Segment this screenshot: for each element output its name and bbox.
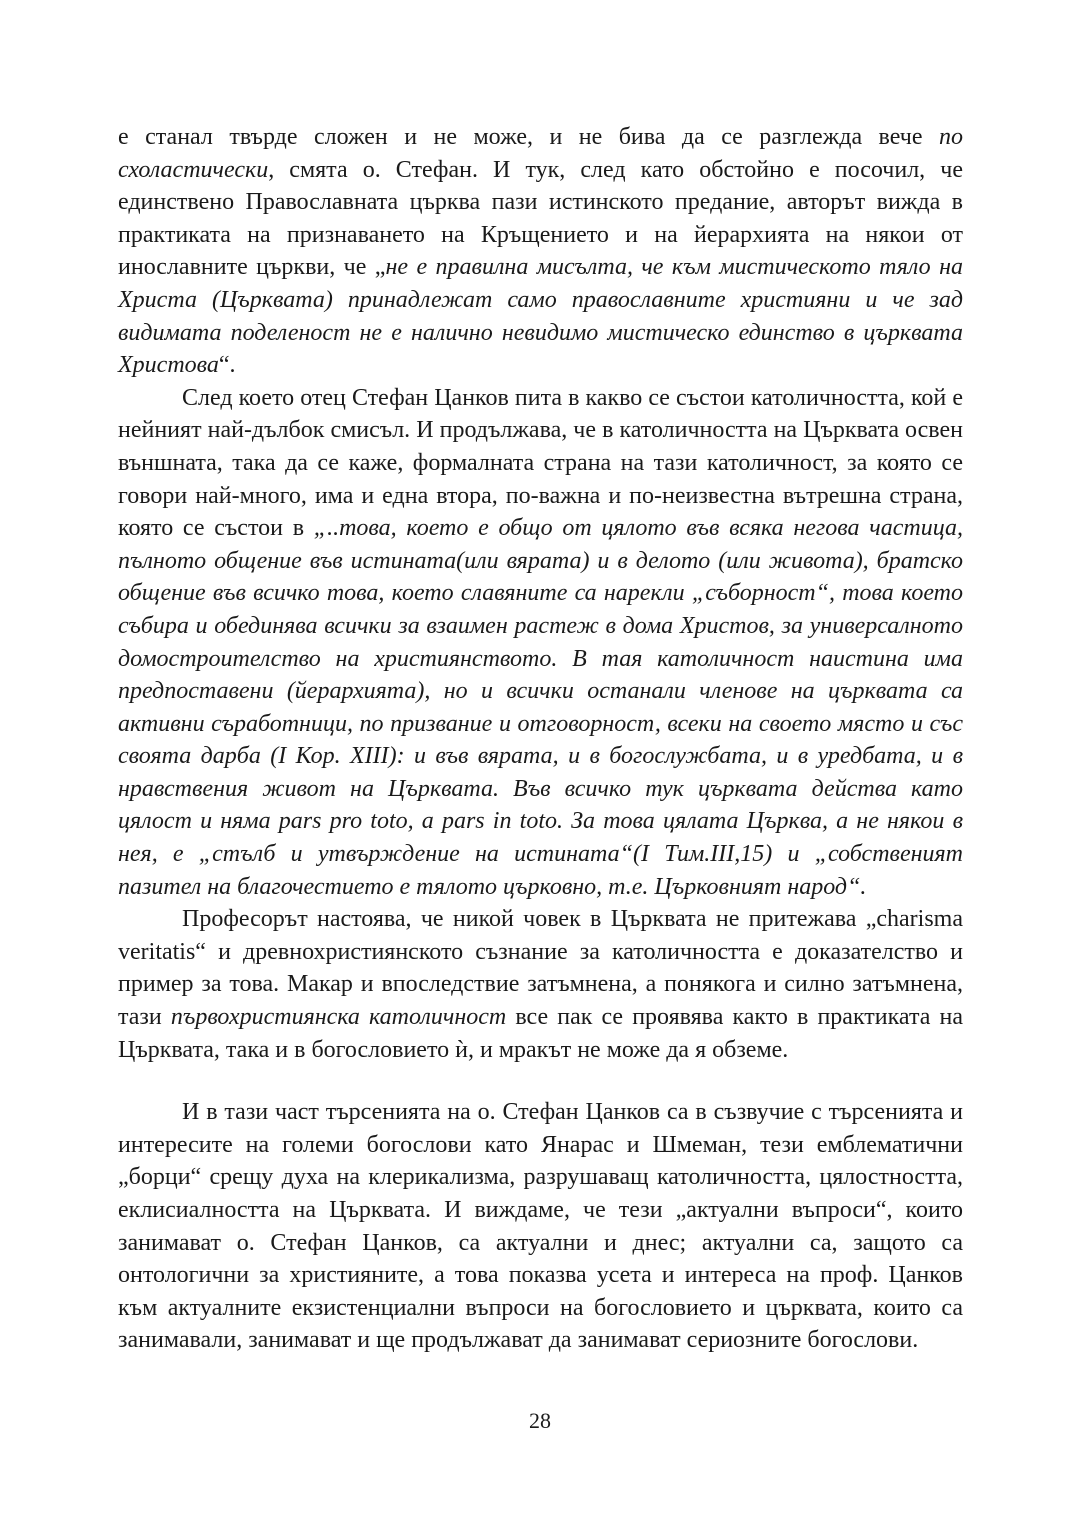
paragraph-4 [118, 1096, 963, 1357]
text-segment: , смята о. Стефан. И тук, след като обстойно е посочил, че единствено Православната църква пази истинското предание, авторът вижда в практиката на признаването на Кръщението и на йерархията на някои от инославните църкви, че „ [118, 156, 963, 281]
text-segment: е станал твърде сложен и не може, и не бива да се разглежда вече [118, 124, 939, 150]
text-segment: И в тази част търсенията на о. Стефан Цанков са в съзвучие с търсенията и интересите на големи богослови като Янарас и Шмеман, тези емблематични „борци“ срещу духа на клерикализма, разрушаващ католичността, цялостността, еклисиалността на Църквата. И виждаме, че тези „актуални въпроси“, които занимават о. Стефан Цанков, са актуални и днес; актуални са, защото са онтологични за християните, а това показва усета и интереса на проф. Цанков към актуалните екзистенциални въпроси на богословието и църквата, които са занимавали, занимават и ще продължават да занимават сериозните богослови. [118, 1099, 963, 1354]
paragraph-1 [118, 121, 963, 382]
body-text [118, 121, 963, 1357]
italic-quote: „..това, което е общо от цялото във всяка негова частица, пълното общение във истината(или вярата) и в делото (или живота), братско общение във всичко това, което славяните са нарекли „съборност“, това което събира и обединява всички за взаимен растеж в дома Христов, за универсалното домостроителство на християнството. В тая католичност наистина има предпоставени (йерархията), но и всички останали членове на църквата са активни сърaботници, по призвание и отговорност, всеки на своето място и със своята дарба (I Кор. XIII): и във вярата, и в богослужбата, и в уредбата, и в нравствения живот на Църквата. Във всичко тук църквата действа като цялост и няма pars pro toto, a pars in toto. За това цялата Църква, а не някои в нея, е „стълб и утвърждение на истината“(I Тим.III,15) и „собственият пазител на благочестието е тялото църковно, т.е. Църковният народ“. [118, 515, 963, 900]
text-segment: След което отец Стефан Цанков пита в какво се състои католичността, кой е нейният най-дълбок смисъл. И продължава, че в католичността на Църквата освен външната, така да се каже, формалната страна на тази католичност, за която се говори най-много, има и една втора, по-важна и по-неизвестна вътрешна страна, която се състои в [118, 384, 963, 542]
paragraph-2 [118, 382, 963, 904]
italic-segment: първохристиянска католичност [170, 1004, 507, 1031]
text-segment: все пак се проявява както в практиката на Църквата, така и в богословието ѝ, и мракът не може да я обземе. [118, 1004, 963, 1063]
paragraph-3 [118, 903, 963, 1066]
italic-quote: не е правилна мисълта, че към мистическото тяло на Христа (Църквата) принадлежат само православните християни и че зад видимата поделеност не е налично невидимо мистическо единство в църквата Христова [118, 254, 963, 379]
page-number: 28 [529, 1408, 551, 1433]
text-segment: Професорът настоява, че никой човек в Църквата не притежава „charisma veritatis“ и древнохристиянското съзнание за католичността е доказателство и пример за това. Макар и впоследствие затъмнена, а понякога и силно затъмнена, тази [118, 906, 963, 1031]
text-segment: “. [218, 352, 236, 379]
italic-segment: по схоластически [118, 124, 963, 183]
